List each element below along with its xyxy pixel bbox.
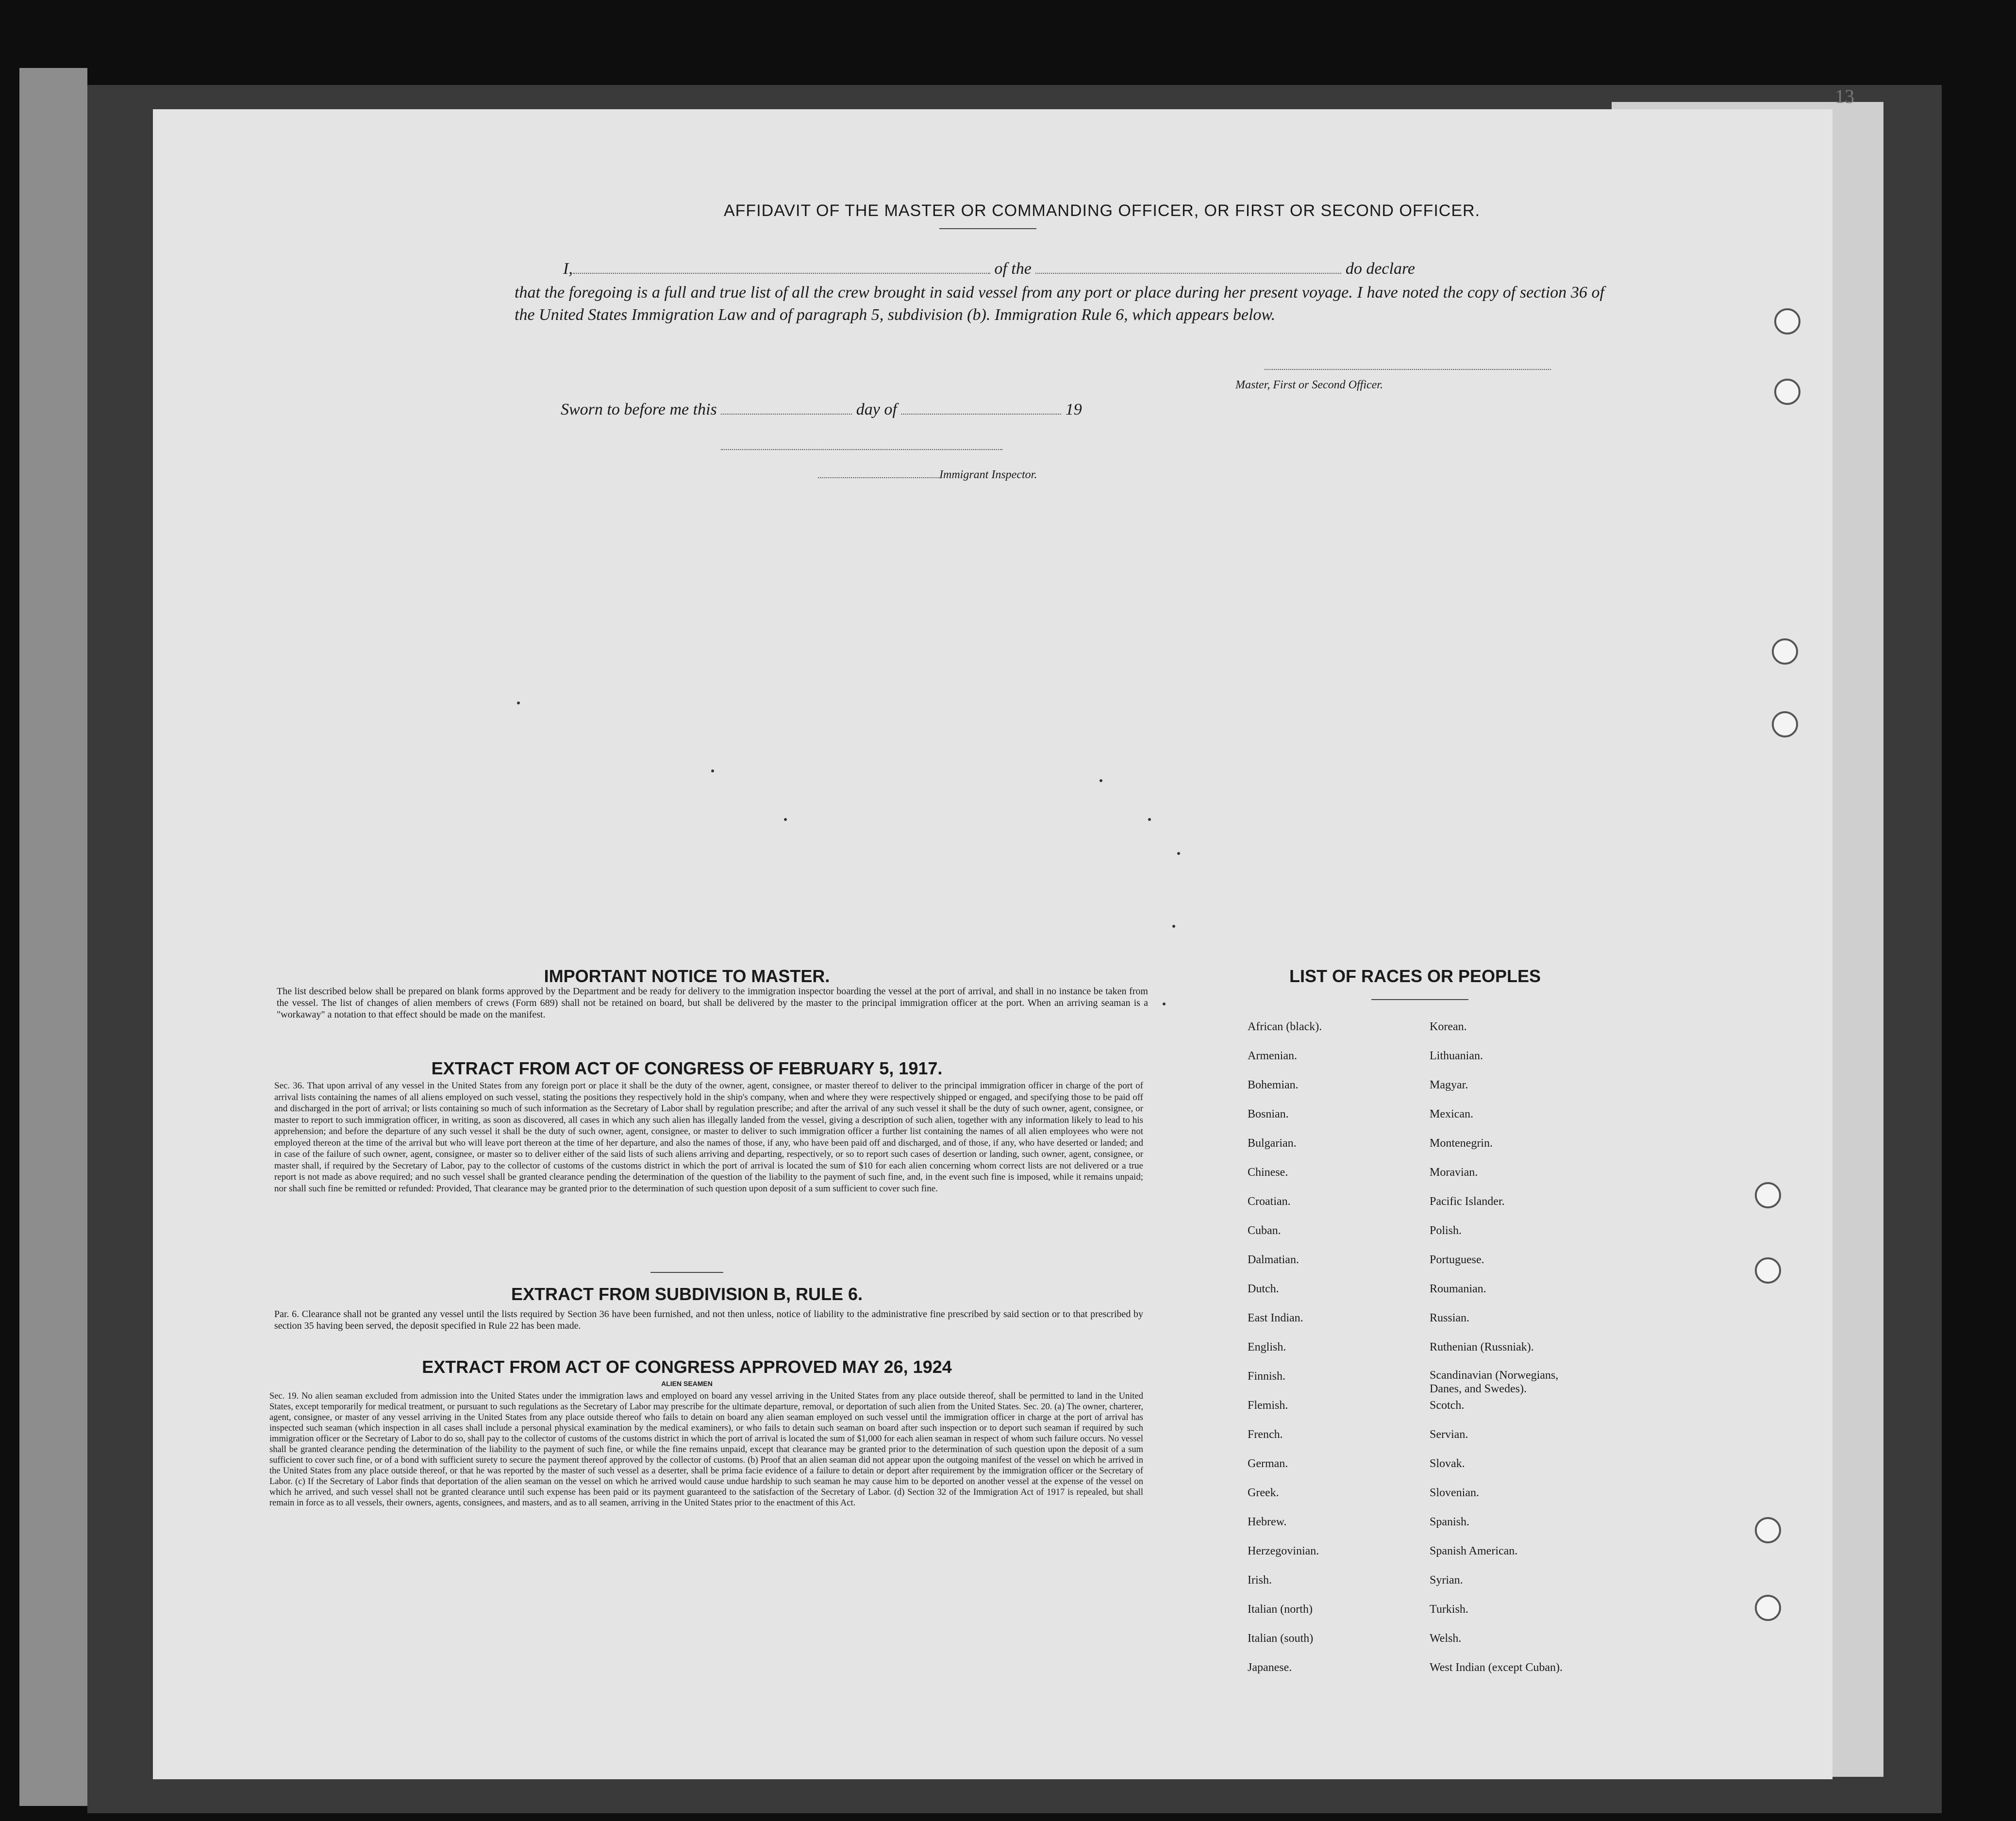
punch-hole <box>1772 711 1798 737</box>
race-item: Magyar. <box>1430 1079 1468 1091</box>
race-item: Herzegovinian. <box>1248 1545 1319 1557</box>
extract-1924-subheading: ALIEN SEAMEN <box>661 1380 713 1387</box>
race-item: Syrian. <box>1430 1574 1463 1587</box>
races-rule <box>1371 999 1468 1000</box>
inspector-label: Immigrant Inspector. <box>939 468 1037 481</box>
race-item: Bohemian. <box>1248 1079 1299 1091</box>
extract-1917-text: Sec. 36. That upon arrival of any vessel in the United States from any foreign port or place it shall be the duty of the owner, agent, consignee, or master thereof to deliver to the principal immigration officer in charge of the port of arrival lists containing the names of all aliens employed on such vessel, stating the positions they respectively hold in the ship's company, when and where they were respectively shipped or engaged, and specifying those to be paid off and discharged in the port of arrival; or lists containing so much of such information as the Secretary of Labor shall by regulation prescribe; and after the arrival of any such vessel it shall be the duty of such owner, agent, consignee, or master to report to such immigration officer, in writing, as soon as discovered, all cases in which any such alien has illegally landed from the vessel, giving a description of such alien, together with any information likely to lead to his apprehension; and before the departure of any such vessel it shall be the duty of such owner, agent, consignee, or master to deliver to such immigration officer a further list containing the names of all alien employees who were not employed thereon at the time of the arrival but who will leave port thereon at the time of her departure, and also the names of those, if any, who have been paid off and discharged, and of those, if any, who have deserted or landed; and in case of the failure of such owner, agent, consignee, or master so to deliver either of the said lists of such aliens arriving and departing, respectively, or so to report such cases of desertion or landing, such owner, agent, consignee, or master shall, if required by the Secretary of Labor, pay to the collector of customs of the customs district in which the port of arrival is located the sum of $10 for each alien concerning whom correct lists are not delivered or a true report is not made as above required; and no such vessel shall be granted clearance pending the determination of the question of the liability to the payment of such fine, and, in the event such fine is imposed, while it remains unpaid; nor shall such fine be remitted or refunded: Provided, That clearance may be granted prior to the determination of such question upon deposit of a sum sufficient to cover such fine. <box>274 1081 1143 1194</box>
race-item: Montenegrin. <box>1430 1137 1493 1150</box>
race-item: Spanish American. <box>1430 1545 1518 1557</box>
punch-hole <box>1755 1257 1781 1284</box>
race-item: African (black). <box>1248 1020 1322 1033</box>
race-item: Russian. <box>1430 1312 1470 1324</box>
race-item: Scotch. <box>1430 1399 1465 1412</box>
of-the-label: of the <box>994 260 1032 278</box>
punch-hole <box>1755 1182 1781 1208</box>
notice-heading: IMPORTANT NOTICE TO MASTER. <box>544 966 830 986</box>
year-prefix: 19 <box>1065 401 1082 418</box>
title-rule <box>939 228 1036 229</box>
race-item: Ruthenian (Russniak). <box>1430 1341 1534 1353</box>
race-item: Bulgarian. <box>1248 1137 1297 1150</box>
race-item: West Indian (except Cuban). <box>1430 1661 1563 1674</box>
dot-mark <box>711 769 714 772</box>
extract-1924-heading: EXTRACT FROM ACT OF CONGRESS APPROVED MAY 26, 1924 <box>422 1357 952 1377</box>
sworn-month-field[interactable] <box>901 414 1061 415</box>
race-item: Irish. <box>1248 1574 1272 1587</box>
punch-hole <box>1772 638 1798 665</box>
punch-hole <box>1755 1595 1781 1621</box>
punch-hole <box>1774 308 1800 334</box>
dot-mark <box>1172 925 1175 928</box>
signature-label: Master, First or Second Officer. <box>1235 379 1383 391</box>
race-item: Polish. <box>1430 1224 1462 1237</box>
race-item: East Indian. <box>1248 1312 1303 1324</box>
sworn-line <box>561 401 1143 419</box>
race-item: Japanese. <box>1248 1661 1292 1674</box>
extract-rule6-heading: EXTRACT FROM SUBDIVISION B, RULE 6. <box>511 1284 863 1304</box>
race-item: Lithuanian. <box>1430 1050 1483 1062</box>
race-item: Italian (north) <box>1248 1603 1313 1616</box>
race-item: Flemish. <box>1248 1399 1288 1412</box>
form-page <box>153 109 1833 1779</box>
extract-rule6-text: Par. 6. Clearance shall not be granted any vessel until the lists required by Section 36 have been furnished, and not then unless, notice of liability to the administrative fine prescribed by said section or to that prescribed by section 35 having been served, the deposit specified in Rule 22 has been made. <box>274 1309 1143 1331</box>
extract-1924-text: Sec. 19. No alien seaman excluded from admission into the United States under the immigration laws and employed on board any vessel arriving in the United States from any place outside thereof, shall be permitted to land in the United States, except temporarily for medical treatment, or pursuant to such regulations as the Secretary of Labor may prescribe for the ultimate departure, removal, or deportation of such alien from the United States. Sec. 20. (a) The owner, charterer, agent, consignee, or master of any vessel arriving in the United States from any place outside thereof who fails to detain on board any alien seaman employed on such vessel until the immigration officer in charge at the port of arrival has inspected such seaman (which inspection in all cases shall include a personal physical examination by the medical examiners), or who fails to detain such seaman on board after such inspection or to deport such seaman if required by such immigration officer or the Secretary of Labor to do so, shall pay to the collector of customs of the customs district in which the port of arrival is located the sum of $1,000 for each alien seaman in respect of whom such failure occurs. No vessel shall be granted clearance pending the determination of the liability to the payment of such fine, or while the fine remains unpaid, except that clearance may be granted prior to the determination of such question upon the deposit of a sum sufficient to cover such fine, or of a bond with sufficient surety to secure the payment thereof approved by the collector of customs. (b) Proof that an alien seaman did not appear upon the outgoing manifest of the vessel on which he arrived in the United States from any place outside thereof, or that he was reported by the master of such vessel as a deserter, shall be prima facie evidence of a failure to detain or deport after requirement by the immigration officer or the Secretary of Labor. (c) If the Secretary of Labor finds that deportation of the alien seaman on the vessel on which he arrived would cause undue hardship to such seaman he may cause him to be deported on another vessel at the expense of the vessel on which he arrived, and such vessel shall not be granted clearance until such expense has been paid or its payment guaranteed to the satisfaction of the Secretary of Labor. (d) Section 32 of the Immigration Act of 1917 is repealed, but shall remain in force as to all vessels, their owners, agents, consignees, and masters, and as to all seamen, arriving in the United States prior to the enactment of this Act. <box>269 1391 1143 1508</box>
sworn-prefix: Sworn to before me this <box>561 401 717 418</box>
race-item: Korean. <box>1430 1020 1467 1033</box>
race-item: Armenian. <box>1248 1050 1297 1062</box>
race-item: Dutch. <box>1248 1283 1279 1295</box>
dot-mark <box>1163 1002 1166 1005</box>
declaration-line <box>563 260 1602 278</box>
officer-signature-field[interactable] <box>1265 369 1551 370</box>
race-item: Spanish. <box>1430 1516 1470 1528</box>
day-of-label: day of <box>856 401 897 418</box>
race-item: Moravian. <box>1430 1166 1478 1179</box>
race-item: Welsh. <box>1430 1632 1462 1645</box>
inspector-name-field[interactable] <box>818 477 939 478</box>
race-item: Turkish. <box>1430 1603 1468 1616</box>
dot-mark <box>517 702 520 704</box>
races-left-column <box>1248 1012 1322 1682</box>
inspector-signature-field[interactable] <box>721 449 1002 450</box>
races-right-column <box>1430 1012 1590 1682</box>
inspector-line <box>818 468 1037 482</box>
race-item: Portuguese. <box>1430 1253 1484 1266</box>
dot-mark <box>784 818 787 821</box>
race-item: Roumanian. <box>1430 1283 1486 1295</box>
race-item: Mexican. <box>1430 1108 1473 1120</box>
race-item: Greek. <box>1248 1487 1279 1499</box>
corner-page-number: 13 <box>1835 85 1854 107</box>
race-item: Cuban. <box>1248 1224 1281 1237</box>
race-item: German. <box>1248 1457 1288 1470</box>
race-item: Servian. <box>1430 1428 1468 1441</box>
sworn-day-field[interactable] <box>721 414 852 415</box>
dot-mark <box>1177 852 1180 855</box>
races-heading: LIST OF RACES OR PEOPLES <box>1289 966 1541 986</box>
punch-hole <box>1755 1517 1781 1543</box>
notice-text: The list described below shall be prepared on blank forms approved by the Department and be ready for delivery to the immigration inspector boarding the vessel at the port of arrival, and shall in no instance be taken from the vessel. The list of changes of alien members of crews (Form 689) shall not be retained on board, but shall be delivered by the master to the principal immigration officer at the port. When an arriving seaman is a "workaway" a notation to that effect should be made on the manifest. <box>277 986 1148 1020</box>
race-item: Slovenian. <box>1430 1487 1479 1499</box>
declarant-name-field[interactable] <box>573 273 990 274</box>
race-item: Italian (south) <box>1248 1632 1314 1645</box>
affidavit-statement: that the foregoing is a full and true list of all the crew brought in said vessel from any port or place during her present voyage. I have noted the copy of section 36 of the United States Immigration Law and of paragraph 5, subdivision (b). Immigration Rule 6, which appears below. <box>515 284 1604 324</box>
race-item: Slovak. <box>1430 1457 1465 1470</box>
race-item: Hebrew. <box>1248 1516 1287 1528</box>
race-item: Pacific Islander. <box>1430 1195 1505 1208</box>
race-item: Scandinavian (Norwegians, Danes, and Swedes). <box>1430 1369 1559 1395</box>
dot-mark <box>1148 818 1151 821</box>
folder-edge <box>19 68 87 1806</box>
race-item: Chinese. <box>1248 1166 1288 1179</box>
declarant-prefix: I, <box>563 260 573 278</box>
dot-mark <box>1100 779 1102 782</box>
race-item: Dalmatian. <box>1248 1253 1299 1266</box>
section-rule <box>650 1272 723 1273</box>
punch-hole <box>1774 379 1800 405</box>
extract-1917-heading: EXTRACT FROM ACT OF CONGRESS OF FEBRUARY 5, 1917. <box>431 1058 943 1078</box>
race-item: Croatian. <box>1248 1195 1291 1208</box>
race-item: French. <box>1248 1428 1283 1441</box>
race-item: English. <box>1248 1341 1286 1353</box>
do-declare-label: do declare <box>1345 260 1416 278</box>
affidavit-title: AFFIDAVIT OF THE MASTER OR COMMANDING OFFICER, OR FIRST OR SECOND OFFICER. <box>723 201 1481 220</box>
race-item: Finnish. <box>1248 1370 1286 1383</box>
race-item: Bosnian. <box>1248 1108 1289 1120</box>
vessel-name-field[interactable] <box>1035 273 1341 274</box>
